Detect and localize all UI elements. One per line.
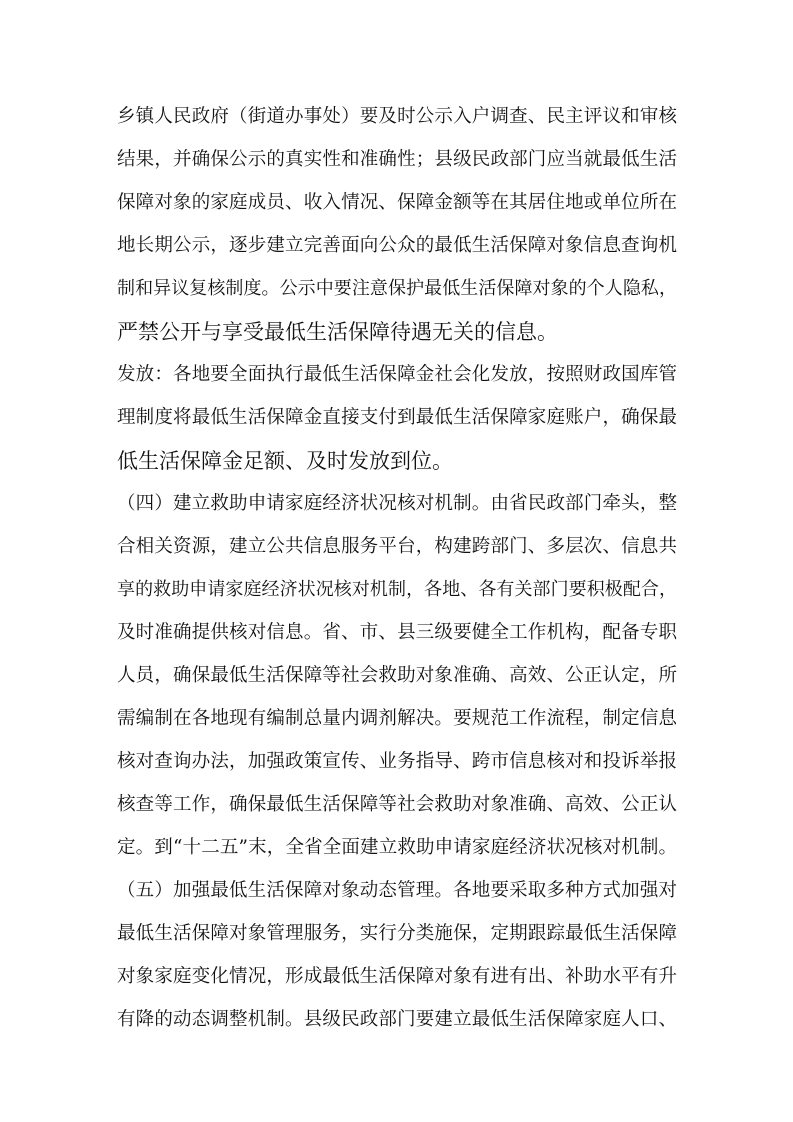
text-line: 乡镇人民政府（街道办事处）要及时公示入户调查、民主评议和审核 <box>117 106 677 127</box>
text-line: 有降的动态调整机制。县级民政部门要建立最低生活保障家庭人口、 <box>117 1009 677 1030</box>
section-heading-line: （五）加强最低生活保障对象动态管理。各地要采取多种方式加强对 <box>117 880 677 901</box>
text-line: 严禁公开与享受最低生活保障待遇无关的信息。 <box>117 320 558 344</box>
section-heading-line: （四）建立救助申请家庭经济状况核对机制。由省民政部门牵头，整 <box>117 493 677 514</box>
text-line: 最低生活保障对象管理服务，实行分类施保，定期跟踪最低生活保障 <box>117 923 677 944</box>
text-line: 享的救助申请家庭经济状况核对机制，各地、各有关部门要积极配合， <box>117 579 677 600</box>
text-line: 制和异议复核制度。公示中要注意保护最低生活保障对象的个人隐私， <box>117 278 677 299</box>
text-line: 需编制在各地现有编制总量内调剂解决。要规范工作流程，制定信息 <box>117 708 677 729</box>
text-line: 保障对象的家庭成员、收入情况、保障金额等在其居住地或单位所在 <box>117 192 677 213</box>
text-line: 地长期公示，逐步建立完善面向公众的最低生活保障对象信息查询机 <box>117 235 677 256</box>
text-line: 合相关资源，建立公共信息服务平台，构建跨部门、多层次、信息共 <box>117 536 677 557</box>
text-line: 对象家庭变化情况，形成最低生活保障对象有进有出、补助水平有升 <box>117 966 677 987</box>
text-line: 低生活保障金足额、及时发放到位。 <box>117 449 453 473</box>
text-line: 人员，确保最低生活保障等社会救助对象准确、高效、公正认定，所 <box>117 665 677 686</box>
text-line: 核对查询办法，加强政策宣传、业务指导、跨市信息核对和投诉举报 <box>117 751 677 772</box>
text-line: 结果，并确保公示的真实性和准确性；县级民政部门应当就最低生活 <box>117 149 677 170</box>
text-line: 发放：各地要全面执行最低生活保障金社会化发放，按照财政国库管 <box>117 364 677 385</box>
text-line: 理制度将最低生活保障金直接支付到最低生活保障家庭账户，确保最 <box>117 407 677 428</box>
text-line: 核查等工作，确保最低生活保障等社会救助对象准确、高效、公正认 <box>117 794 677 815</box>
text-line: 定。到“十二五”末，全省全面建立救助申请家庭经济状况核对机制。 <box>117 837 677 858</box>
text-line: 及时准确提供核对信息。省、市、县三级要健全工作机构，配备专职 <box>117 622 677 643</box>
